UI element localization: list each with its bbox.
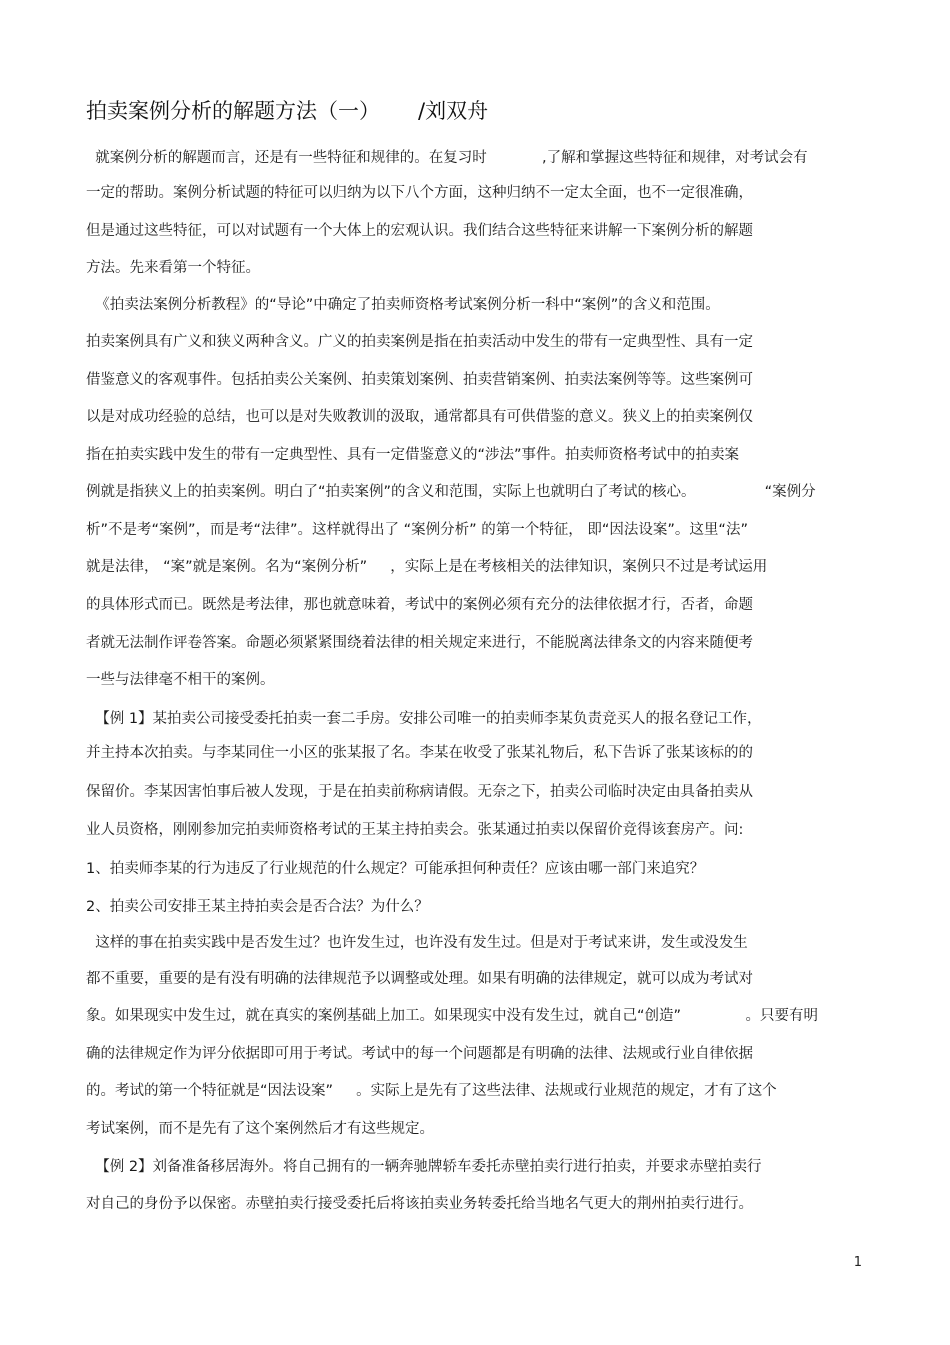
body-line: 2、拍卖公司安排王某主持拍卖会是否合法？为什么？: [86, 899, 429, 915]
body-line: 但是通过这些特征，可以对试题有一个大体上的宏观认识。我们结合这些特征来讲解一下案例分析的解题: [86, 223, 753, 239]
body-line: 的具体形式而已。既然是考法律，那也就意味着，考试中的案例必须有充分的法律依据才行，否者，命题: [86, 597, 753, 613]
body-line: 借鉴意义的客观事件。包括拍卖公关案例、拍卖策划案例、拍卖营销案例、拍卖法案例等等。这些案例可: [86, 372, 753, 388]
body-line: 就是法律， “案”就是案例。名为“案例分析” ，实际上是在考核相关的法律知识，案例只不过是考试运用: [86, 559, 768, 575]
body-line: 者就无法制作评卷答案。命题必须紧紧围绕着法律的相关规定来进行，不能脱离法律条文的内容来随便考: [86, 635, 753, 651]
body-line: 析”不是考“案例”，而是考“法律”。这样就得出了 “案例分析” 的第一个特征， 即“因法设案”。这里“法”: [86, 522, 748, 538]
document-title-row: [86, 98, 488, 124]
document-author: /刘双舟: [418, 99, 489, 123]
body-line: 的。考试的第一个特征就是“因法设案” 。实际上是先有了这些法律、法规或行业规范的规定，才有了这个: [86, 1083, 777, 1099]
body-line: 一定的帮助。案例分析试题的特征可以归纳为以下八个方面，这种归纳不一定太全面，也不一定很准确，: [86, 185, 753, 201]
body-line: 【例 2】刘备准备移居海外。将自己拥有的一辆奔驰牌轿车委托赤壁拍卖行进行拍卖，并要求赤壁拍卖行: [86, 1159, 762, 1175]
body-line: 考试案例，而不是先有了这个案例然后才有这些规定。: [86, 1121, 434, 1137]
body-line: 对自己的身份予以保密。赤壁拍卖行接受委托后将该拍卖业务转委托给当地名气更大的荆州拍卖行进行。: [86, 1196, 753, 1212]
body-line: 并主持本次拍卖。与李某同住一小区的张某报了名。李某在收受了张某礼物后，私下告诉了张某该标的的: [86, 745, 753, 761]
page-number: 1: [853, 1255, 862, 1270]
body-line: 【例 1】某拍卖公司接受委托拍卖一套二手房。安排公司唯一的拍卖师李某负责竞买人的报名登记工作，: [86, 711, 762, 727]
body-line: 业人员资格，刚刚参加完拍卖师资格考试的王某主持拍卖会。张某通过拍卖以保留价竞得该套房产。问:: [86, 822, 744, 838]
document-title: 拍卖案例分析的解题方法（一）: [86, 99, 380, 123]
body-line: 指在拍卖实践中发生的带有一定典型性、具有一定借鉴意义的“涉法”事件。拍卖师资格考试中的拍卖案: [86, 447, 740, 463]
body-line: 方法。先来看第一个特征。: [86, 260, 260, 276]
body-line: 保留价。李某因害怕事后被人发现，于是在拍卖前称病请假。无奈之下，拍卖公司临时决定由具备拍卖从: [86, 784, 753, 800]
body-line: 1、拍卖师李某的行为违反了行业规范的什么规定？可能承担何种责任？应该由哪一部门来追究？: [86, 861, 705, 877]
body-line: 象。如果现实中发生过，就在真实的案例基础上加工。如果现实中没有发生过，就自己“创造” 。只要有明: [86, 1008, 819, 1024]
body-line: 确的法律规定作为评分依据即可用于考试。考试中的每一个问题都是有明确的法律、法规或行业自律依据: [86, 1046, 753, 1062]
body-line: 以是对成功经验的总结，也可以是对失败教训的汲取，通常都具有可供借鉴的意义。狭义上的拍卖案例仅: [86, 409, 753, 425]
body-line: 一些与法律毫不相干的案例。: [86, 672, 275, 688]
body-line: 《拍卖法案例分析教程》的“导论”中确定了拍卖师资格考试案例分析一科中“案例”的含义和范围。: [86, 297, 720, 313]
body-line: 例就是指狭义上的拍卖案例。明白了“拍卖案例”的含义和范围，实际上也就明白了考试的核心。 “案例分: [86, 484, 816, 500]
body-line: 都不重要，重要的是有没有明确的法律规范予以调整或处理。如果有明确的法律规定，就可以成为考试对: [86, 971, 753, 987]
body-line: 拍卖案例具有广义和狭义两种含义。广义的拍卖案例是指在拍卖活动中发生的带有一定典型性、具有一定: [86, 334, 753, 350]
body-line: 这样的事在拍卖实践中是否发生过？也许发生过，也许没有发生过。但是对于考试来讲，发生或没发生: [86, 935, 748, 951]
body-line: 就案例分析的解题而言，还是有一些特征和规律的。在复习时 ,了解和掌握这些特征和规律，对考试会有: [86, 150, 808, 166]
